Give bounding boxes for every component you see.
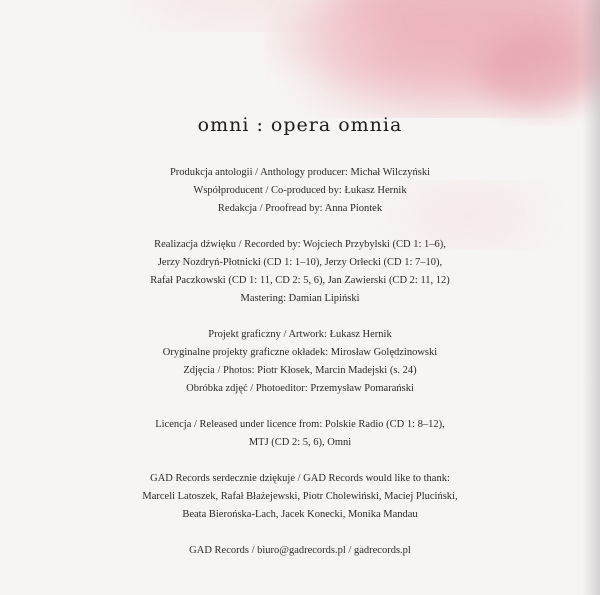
credits-block-licence: [40, 416, 560, 452]
album-title: omni : opera omnia: [197, 114, 403, 136]
credit-line: Redakcja / Proofread by: Anna Piontek: [217, 203, 383, 214]
credit-line: Obróbka zdjęć / Photoeditor: Przemysław Pomarański: [186, 383, 414, 394]
credit-line: Marceli Latoszek, Rafał Błażejewski, Piotr Cholewiński, Maciej Pluciński,: [142, 491, 458, 502]
credit-line: GAD Records serdecznie dziękuje / GAD Records would like to thank:: [150, 473, 450, 484]
credits-block-production: [40, 164, 560, 218]
contact-line: GAD Records / biuro@gadrecords.pl / gadrecords.pl: [189, 545, 411, 556]
credit-line: Beata Bierońska-Lach, Jacek Konecki, Monika Mandau: [182, 509, 418, 520]
binding-shadow: [582, 0, 600, 595]
credits-block-artwork: [40, 326, 560, 398]
credits-block-recording: [40, 236, 560, 308]
credits-block-contact: [40, 542, 560, 560]
credit-line: Produkcja antologii / Anthology producer: Michał Wilczyński: [169, 167, 431, 178]
credit-line: MTJ (CD 2: 5, 6), Omni: [248, 437, 352, 448]
credits-list: [40, 164, 560, 578]
credit-line: Realizacja dźwięku / Recorded by: Wojciech Przybylski (CD 1: 1–6),: [154, 239, 446, 250]
credit-line: Rafał Paczkowski (CD 1: 11, CD 2: 5, 6), Jan Zawierski (CD 2: 11, 12): [150, 275, 450, 286]
credit-line: Projekt graficzny / Artwork: Łukasz Hernik: [208, 329, 392, 340]
credit-line: Oryginalne projekty graficzne okładek: Mirosław Golędzinowski: [162, 347, 438, 358]
credit-line: Jerzy Nozdryń-Płotnicki (CD 1: 1–10), Jerzy Orłecki (CD 1: 7–10),: [157, 257, 443, 268]
credit-line: Licencja / Released under licence from: Polskie Radio (CD 1: 8–12),: [155, 419, 445, 430]
credit-line: Zdjęcia / Photos: Piotr Kłosek, Marcin Madejski (s. 24): [183, 365, 417, 376]
credit-line: Mastering: Damian Lipiński: [240, 293, 360, 304]
credit-line: Współproducent / Co-produced by: Łukasz Hernik: [193, 185, 407, 196]
credits-block-thanks: [40, 470, 560, 524]
